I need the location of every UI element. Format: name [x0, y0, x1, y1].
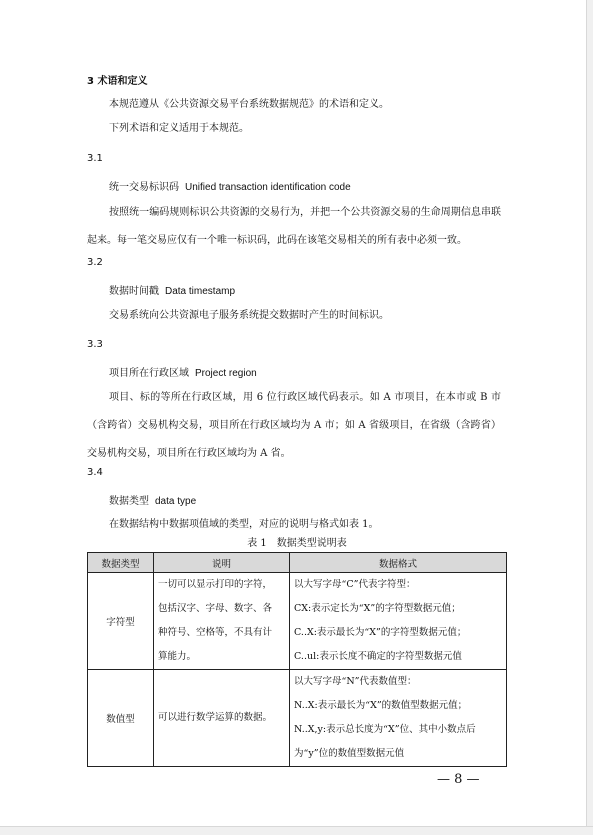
format-line: C..X:表示最长为“X”的字符型数据元值； [294, 627, 467, 638]
term-name-zh: 项目所在行政区域 [109, 368, 189, 379]
format-line: 为“y”位的数值型数据元值 [294, 748, 405, 759]
term-number-3-4: 3.4 [87, 467, 103, 478]
table-cell-type: 字符型 [88, 573, 154, 670]
term-definition-3-2: 交易系统向公共资源电子服务系统提交数据时产生的时间标识。 [109, 310, 389, 321]
term-number-3-3: 3.3 [87, 339, 103, 350]
term-number-3-1: 3.1 [87, 153, 103, 164]
term-name-en: Project region [195, 368, 257, 379]
table-caption: 表 1 数据类型说明表 [247, 538, 347, 549]
table-row [88, 670, 507, 767]
table-header-desc: 说明 [154, 553, 290, 573]
format-line: 以大写字母“C”代表字符型： [294, 579, 416, 590]
intro-paragraph-1: 本规范遵从《公共资源交易平台系统数据规范》的术语和定义。 [109, 99, 389, 110]
format-line: N..X:表示最长为“X”的数值型数据元值； [294, 700, 468, 711]
table-cell-desc [154, 573, 290, 670]
section-heading: 3 术语和定义 [87, 76, 148, 87]
table-cell-format [290, 573, 507, 670]
table-header-format: 数据格式 [290, 553, 507, 573]
table-row [88, 573, 507, 670]
desc-line: 算能力。 [158, 651, 197, 662]
term-title-3-3 [109, 367, 257, 380]
term-title-3-2 [109, 285, 235, 298]
desc-line: 一切可以显示打印的字符， [158, 579, 273, 590]
desc-line: 包括汉字、字母、数字、各 [158, 603, 273, 614]
page-number: — 8 — [437, 772, 480, 787]
term-name-en: Data timestamp [165, 286, 236, 297]
format-line: N..X,y:表示总长度为“X”位、其中小数点后 [294, 724, 476, 735]
term-name-zh: 数据时间戳 [109, 286, 159, 297]
table-header-row [88, 553, 507, 573]
desc-line: 种符号、空格等，不具有计 [158, 627, 273, 638]
term-definition-3-4: 在数据结构中数据项值域的类型，对应的说明与格式如表 1。 [109, 519, 379, 530]
format-line: CX:表示定长为“X”的字符型数据元值； [294, 603, 461, 614]
data-type-table [87, 552, 507, 767]
term-definition-3-1: 按照统一编码规则标识公共资源的交易行为，并把一个公共资源交易的生命周期信息串联起来。每一笔交易应仅有一个唯一标识码，此码在该笔交易相关的所有表中必须一致。 [87, 207, 501, 246]
term-number-3-2: 3.2 [87, 257, 103, 268]
format-line: 以大写字母“N”代表数值型： [294, 676, 417, 687]
term-definition-3-3: 项目、标的等所在行政区域，用 6 位行政区域代码表示。如 A 市项目，在本市或 B 市（含跨省）交易机构交易，项目所在行政区域均为 A 市；如 A 省级项目，在省级（含跨省）交易机构交易，项目所在行政区域均为 A 省。 [87, 392, 501, 459]
term-title-3-1 [109, 181, 351, 194]
term-name-en: data type [155, 496, 197, 507]
term-name-zh: 统一交易标识码 [109, 182, 179, 193]
format-line: C..ul:表示长度不确定的字符型数据元值 [294, 651, 462, 662]
term-title-3-4 [109, 495, 196, 508]
table-header-type: 数据类型 [88, 553, 154, 573]
table-cell-type: 数值型 [88, 670, 154, 767]
intro-paragraph-2: 下列术语和定义适用于本规范。 [109, 123, 249, 134]
table-cell-format [290, 670, 507, 767]
term-name-zh: 数据类型 [109, 496, 149, 507]
desc-line: 可以进行数学运算的数据。 [158, 712, 273, 723]
table-cell-desc [154, 670, 290, 767]
page-edge-right [586, 0, 593, 834]
term-name-en: Unified transaction identification code [185, 182, 351, 193]
